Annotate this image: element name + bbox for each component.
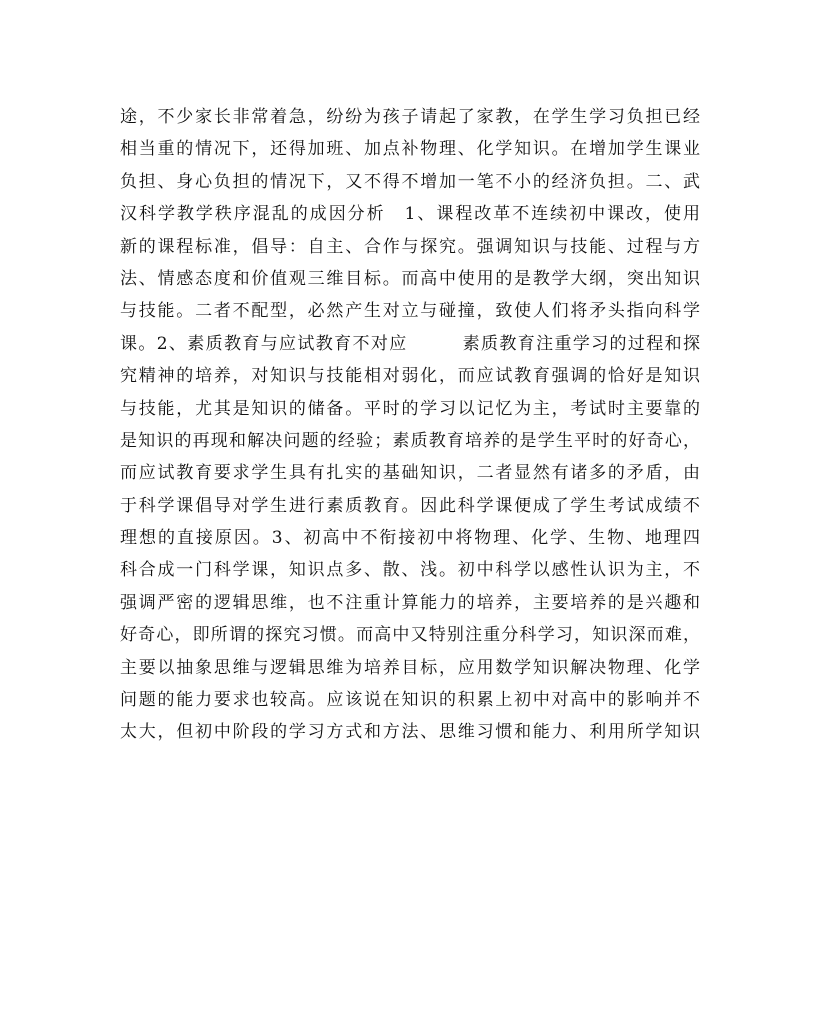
text-line: 汉科学教学秩序混乱的成因分析 1、课程改革不连续初中课改，使用: [120, 204, 700, 225]
text-line: 于科学课倡导对学生进行素质教育。因此科学课便成了学生考试成绩不: [120, 495, 700, 516]
text-line: 课。2、素质教育与应试教育不对应 素质教育注重学习的过程和探: [120, 333, 700, 354]
text-line: 与技能。二者不配型，必然产生对立与碰撞，致使人们将矛头指向科学: [120, 301, 700, 322]
text-line: 主要以抽象思维与逻辑思维为培养目标，应用数学知识解决物理、化学: [120, 657, 700, 678]
text-line: 负担、身心负担的情况下，又不得不增加一笔不小的经济负担。二、武: [120, 171, 700, 192]
text-line: 法、情感态度和价值观三维目标。而高中使用的是教学大纲，突出知识: [120, 268, 700, 289]
text-line: 相当重的情况下，还得加班、加点补物理、化学知识。在增加学生课业: [120, 139, 700, 160]
text-line: 而应试教育要求学生具有扎实的基础知识，二者显然有诸多的矛盾，由: [120, 463, 700, 484]
body-text: [120, 101, 700, 749]
text-line: 是知识的再现和解决问题的经验；素质教育培养的是学生平时的好奇心，: [120, 430, 700, 451]
text-line: 强调严密的逻辑思维，也不注重计算能力的培养，主要培养的是兴趣和: [120, 592, 700, 613]
text-line: 好奇心，即所谓的探究习惯。而高中又特别注重分科学习，知识深而难，: [120, 625, 700, 646]
text-line: 途，不少家长非常着急，纷纷为孩子请起了家教，在学生学习负担已经: [120, 107, 700, 127]
text-line: 科合成一门科学课，知识点多、散、浅。初中科学以感性认识为主，不: [120, 560, 700, 581]
text-line: 究精神的培养，对知识与技能相对弱化，而应试教育强调的恰好是知识: [120, 366, 700, 387]
text-line: 理想的直接原因。3、初高中不衔接初中将物理、化学、生物、地理四: [120, 528, 700, 549]
text-line: 问题的能力要求也较高。应该说在知识的积累上初中对高中的影响并不: [120, 690, 700, 711]
text-line: 新的课程标准，倡导：自主、合作与探究。强调知识与技能、过程与方: [120, 236, 700, 257]
text-line: 太大，但初中阶段的学习方式和方法、思维习惯和能力、利用所学知识: [120, 722, 700, 743]
text-line: 与技能，尤其是知识的储备。平时的学习以记忆为主，考试时主要靠的: [120, 398, 700, 419]
